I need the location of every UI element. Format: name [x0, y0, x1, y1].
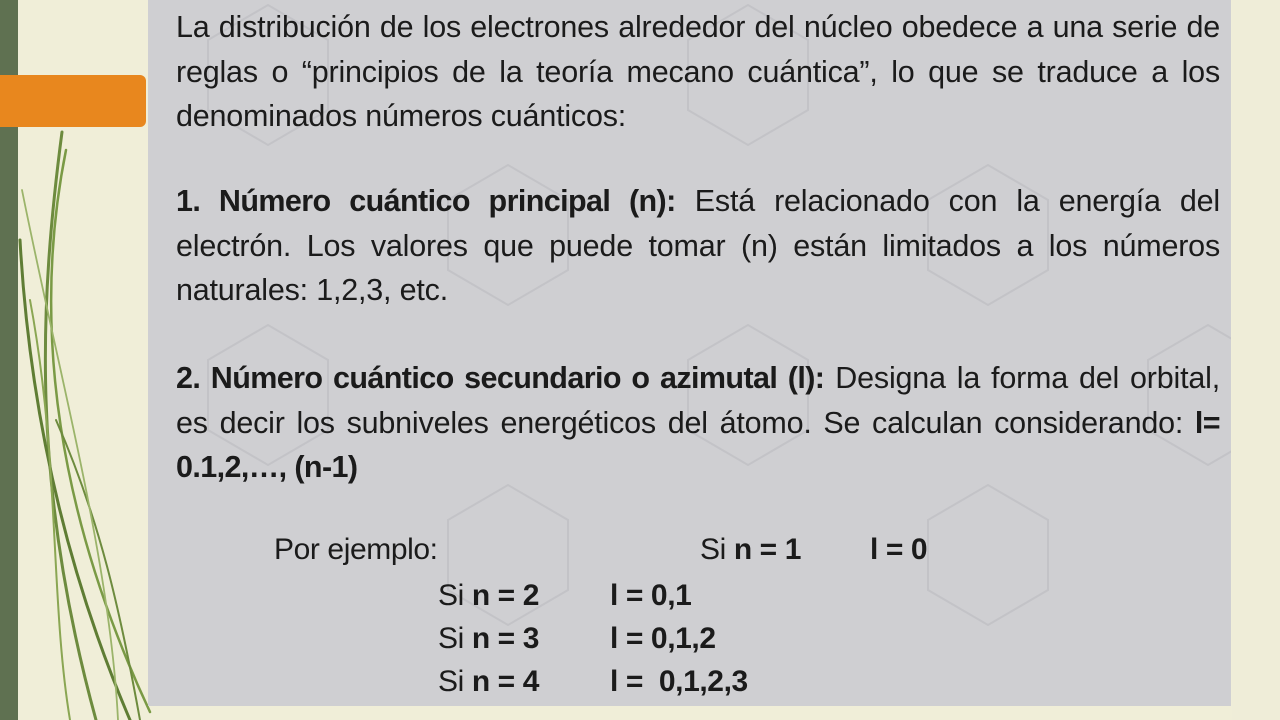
example-row-4-n: Si n = 4 [438, 665, 540, 698]
right-margin-band [1232, 0, 1280, 720]
example-row-1-n: Si n = 1 [700, 533, 802, 566]
orange-accent-tab [0, 75, 146, 127]
principal-quantum-number-paragraph [176, 179, 1220, 313]
azimuthal-formula: l= 0.1,2,…, (n-1) [176, 405, 1220, 484]
examples-label: Por ejemplo: [274, 533, 438, 566]
example-row-3-l: l = 0,1,2 [610, 622, 716, 655]
example-row-4-l: l = 0,1,2,3 [610, 665, 748, 698]
example-row-2-l: l = 0,1 [610, 579, 692, 612]
example-row-1-l: l = 0 [870, 533, 928, 566]
azimuthal-quantum-number-paragraph [176, 356, 1220, 490]
azimuthal-text: Designa la forma del orbital, es decir los subniveles energéticos del átomo. Se calculan considerando: [176, 361, 1220, 440]
azimuthal-heading: 2. Número cuántico secundario o azimutal (l): [176, 361, 825, 395]
principal-heading: 1. Número cuántico principal (n): [176, 184, 676, 218]
intro-text: La distribución de los electrones alrededor del núcleo obedece a una serie de reglas o “principios de la teoría mecano cuántica”, lo que se traduce a los denominados números cuánticos: [176, 10, 1220, 133]
slide-content-image [148, 0, 1231, 706]
principal-text: Está relacionado con la energía del electrón. Los valores que puede tomar (n) están limitados a los números naturales: 1,2,3, etc. [176, 184, 1221, 307]
example-row-2-n: Si n = 2 [438, 579, 540, 612]
example-row-3-n: Si n = 3 [438, 622, 540, 655]
intro-paragraph [176, 5, 1220, 139]
